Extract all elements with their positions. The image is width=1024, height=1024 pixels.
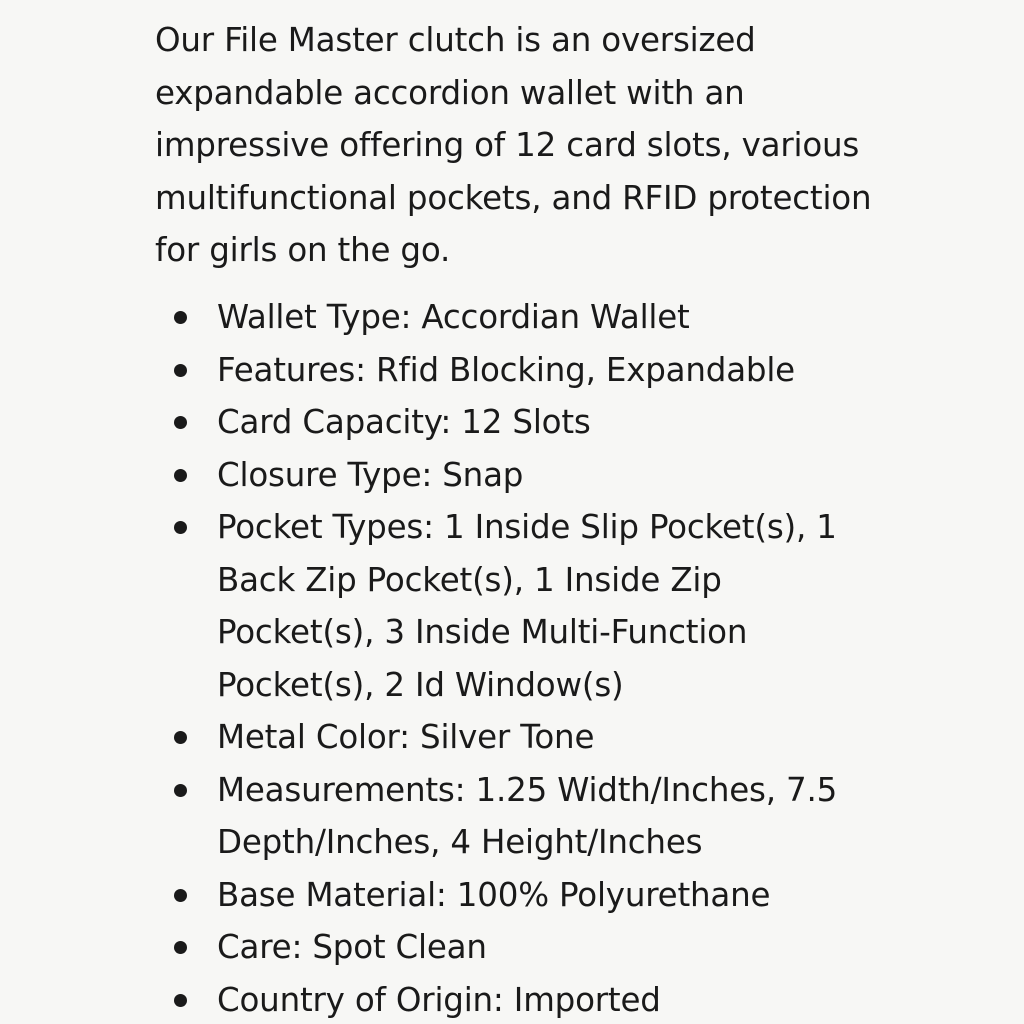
spec-text: Country of Origin: Imported <box>217 980 661 1019</box>
product-specs-list <box>155 291 855 1024</box>
bullet-icon <box>174 416 187 429</box>
spec-item-closure-type <box>155 449 855 502</box>
spec-text: Measurements: 1.25 Width/Inches, 7.5 Depth/Inches, 4 Height/Inches <box>217 770 838 861</box>
bullet-icon <box>174 521 187 534</box>
bullet-icon <box>174 469 187 482</box>
bullet-icon <box>174 731 187 744</box>
bullet-icon <box>174 784 187 797</box>
spec-text: Features: Rfid Blocking, Expandable <box>217 350 795 389</box>
spec-item-country-of-origin <box>155 974 855 1024</box>
spec-text: Care: Spot Clean <box>217 928 487 966</box>
bullet-icon <box>174 311 187 324</box>
spec-item-care <box>155 921 855 974</box>
spec-item-features <box>155 344 855 397</box>
bullet-icon <box>174 994 187 1007</box>
spec-item-card-capacity <box>155 396 855 449</box>
bullet-icon <box>174 889 187 902</box>
spec-item-pocket-types <box>155 501 855 711</box>
bullet-icon <box>174 364 187 377</box>
spec-item-wallet-type <box>155 291 855 344</box>
spec-item-base-material <box>155 869 855 922</box>
spec-text: Metal Color: Silver Tone <box>217 718 595 756</box>
spec-item-measurements <box>155 764 855 869</box>
spec-text: Wallet Type: Accordian Wallet <box>217 298 690 336</box>
spec-text: Base Material: 100% Polyurethane <box>217 875 771 914</box>
spec-text: Pocket Types: 1 Inside Slip Pocket(s), 1 Back Zip Pocket(s), 1 Inside Zip Pocket(s), 3 Inside Multi-Function Pocket(s), 2 Id Window(s) <box>217 508 837 704</box>
spec-text: Closure Type: Snap <box>217 455 524 494</box>
spec-item-metal-color <box>155 711 855 764</box>
spec-text: Card Capacity: 12 Slots <box>217 403 591 441</box>
bullet-icon <box>174 941 187 954</box>
product-description: Our File Master clutch is an oversized expandable accordion wallet with an impressive offering of 12 card slots, various multifunctional pockets, and RFID protection for girls on the go. <box>155 21 872 269</box>
